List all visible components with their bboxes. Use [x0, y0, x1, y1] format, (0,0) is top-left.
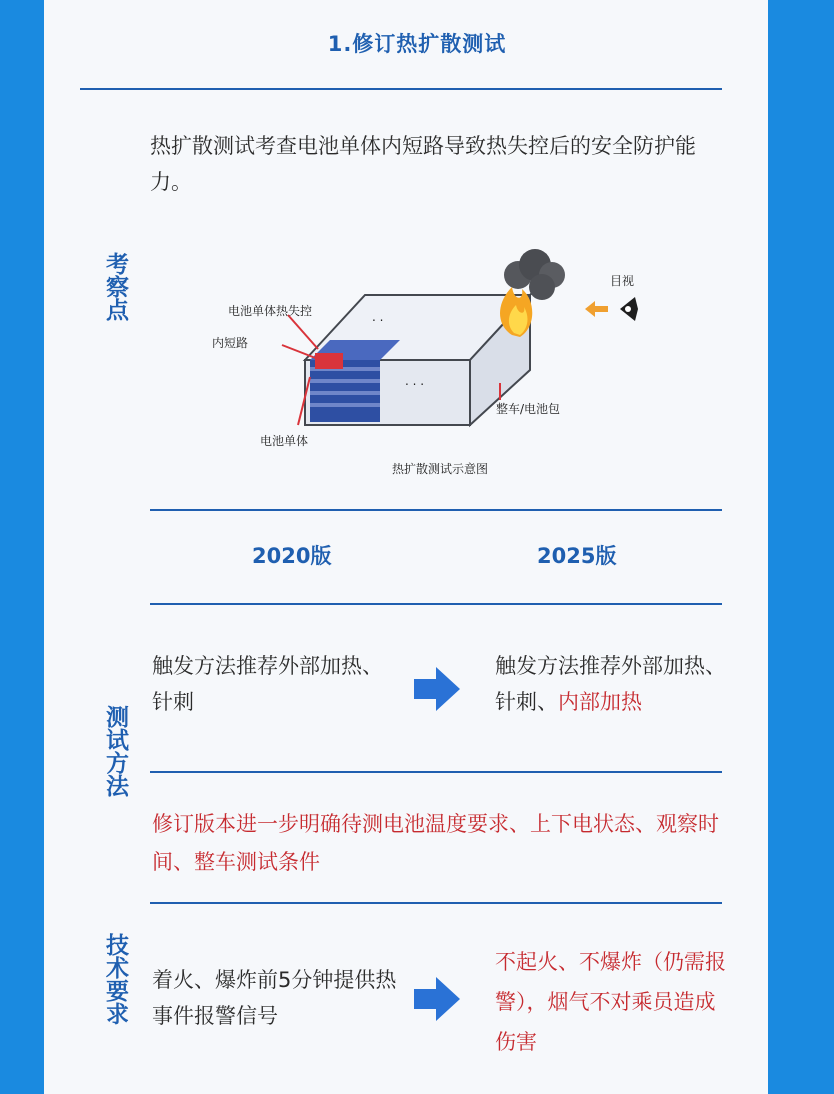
row-label-exam-point: 考察点 [102, 252, 128, 321]
row-label-tech-requirement: 技术要求 [102, 933, 128, 1025]
test-method-2025 [495, 648, 735, 720]
svg-text:. .: . . [372, 310, 384, 324]
label-cell-runaway: 电池单体热失控 [228, 304, 313, 318]
test-method-2025-text: 触发方法推荐外部加热、针刺、 [495, 654, 726, 714]
label-battery-cell: 电池单体 [260, 434, 309, 448]
arrow-left-icon [585, 301, 608, 317]
row-label-test-method: 测试方法 [102, 705, 128, 797]
arrow-right-icon [412, 975, 462, 1023]
left-border [0, 0, 44, 1094]
divider [150, 902, 722, 904]
divider [150, 603, 722, 605]
right-border [768, 0, 834, 1094]
label-short-circuit: 内短路 [212, 336, 249, 350]
divider [80, 88, 722, 90]
short-circuit-cell [315, 353, 343, 369]
label-vehicle-pack: 整车/电池包 [496, 402, 561, 416]
eye-icon [620, 297, 638, 321]
diagram-caption: 热扩散测试示意图 [392, 462, 489, 476]
divider [150, 771, 722, 773]
test-method-2020: 触发方法推荐外部加热、针刺 [152, 654, 383, 714]
thermal-diffusion-diagram [200, 245, 660, 495]
column-header-2020: 2020版 [252, 544, 332, 568]
intro-text: 热扩散测试考查电池单体内短路导致热失控后的安全防护能力。 [150, 134, 696, 194]
tech-req-2020: 着火、爆炸前5分钟提供热事件报警信号 [152, 968, 397, 1028]
tech-req-2025: 不起火、不爆炸（仍需报警），烟气不对乘员造成伤害 [495, 950, 726, 1054]
arrow-right-icon [412, 665, 462, 713]
test-method-2025-highlight: 内部加热 [558, 690, 642, 714]
test-method-revision-note: 修订版本进一步明确待测电池温度要求、上下电状态、观察时间、整车测试条件 [152, 812, 719, 874]
column-header-2025: 2025版 [537, 544, 617, 568]
divider [150, 509, 722, 511]
svg-text:. . .: . . . [405, 374, 425, 388]
section-title: 1.修订热扩散测试 [327, 32, 507, 56]
label-visual-observe: 目视 [610, 274, 635, 288]
